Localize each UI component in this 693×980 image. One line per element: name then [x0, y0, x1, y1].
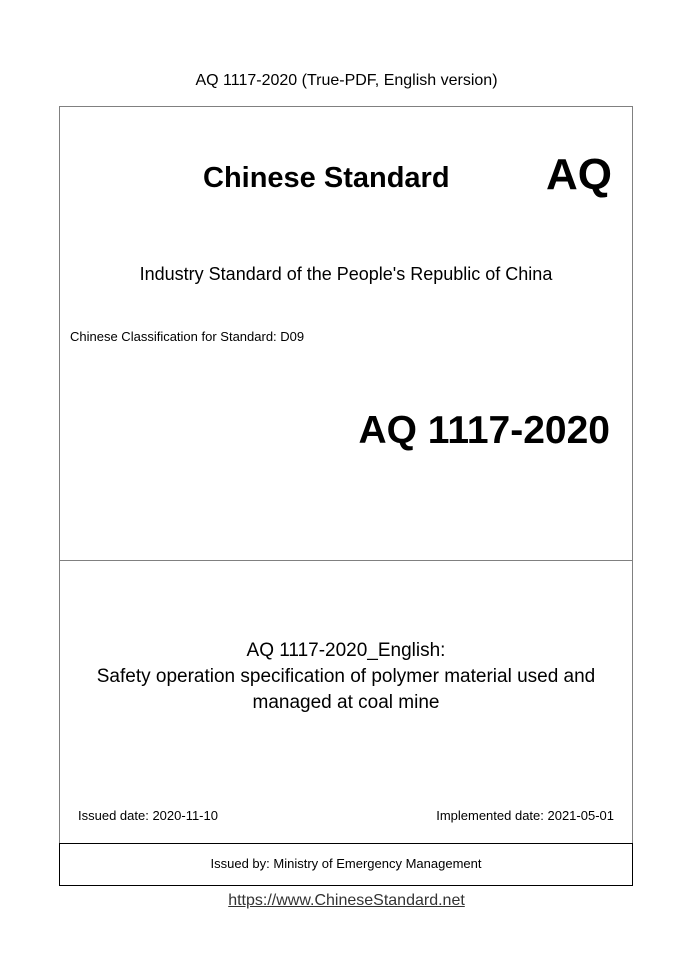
document-heading-line-2: Safety operation specification of polymer material used and — [96, 666, 596, 687]
industry-standard-line: Industry Standard of the People's Republic of China — [139, 264, 553, 284]
document-heading — [60, 638, 632, 716]
implemented-date: Implemented date: 2021-05-01 — [436, 808, 614, 823]
cover-top-box — [59, 106, 633, 561]
page-header-title: AQ 1117-2020 (True-PDF, English version) — [195, 72, 498, 89]
issued-by-line: Issued by: Ministry of Emergency Management — [210, 856, 482, 871]
issuer-box — [59, 843, 633, 886]
website-link[interactable]: https://www.ChineseStandard.net — [228, 892, 465, 909]
document-heading-line-3: managed at coal mine — [252, 692, 440, 713]
standard-title: Chinese Standard — [203, 162, 450, 194]
issued-date: Issued date: 2020-11-10 — [78, 808, 218, 823]
document-heading-line-1: AQ 1117-2020_English: — [246, 640, 446, 661]
standard-code-large: AQ — [546, 150, 612, 199]
classification-line: Chinese Classification for Standard: D09 — [70, 329, 305, 344]
standard-number: AQ 1117-2020 — [358, 409, 610, 452]
cover-middle-box — [59, 560, 633, 844]
